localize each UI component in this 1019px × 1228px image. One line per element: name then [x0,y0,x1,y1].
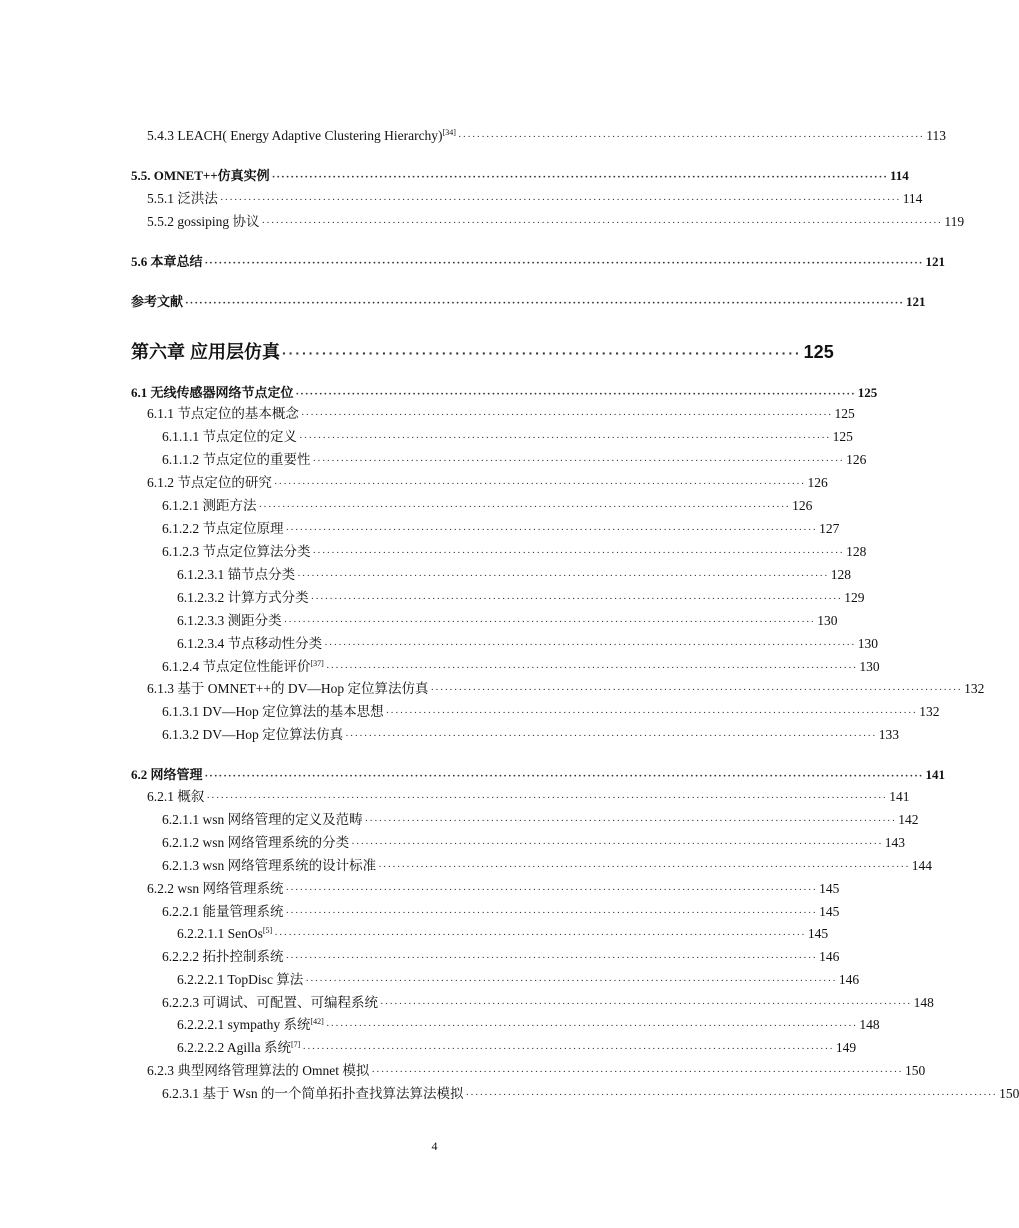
toc-entry[interactable]: 6.1.3.1 DV—Hop 定位算法的基本思想 ·················································································································· 132 [162,704,940,719]
toc-entry[interactable]: 6.2.2.3 可调试、可配置、可编程系统 ·················································································································· 148 [162,995,934,1010]
toc-entry-page: 129 [844,590,865,605]
toc-entry[interactable]: 6.1.1.2 节点定位的重要性 ·················································································································· 126 [162,452,867,467]
toc-entry[interactable]: 参考文献 ·························································································································································· 121 [131,294,926,309]
toc-entry[interactable]: 6.2.3 典型网络管理算法的 Omnet 模拟 ·················································································································· 150 [147,1063,926,1078]
toc-entry-page: 145 [807,926,829,941]
toc-entry-page: 150 [999,1086,1019,1101]
toc-entry-title: 6.2 网络管理 [131,767,203,782]
toc-entry[interactable]: 6.2.1.2 wsn 网络管理系统的分类 ·················································································································· 143 [162,835,905,850]
toc-entry-page: 145 [819,881,840,896]
toc-entry[interactable]: 5.5. OMNET++仿真实例 ···································································································································· 114 [131,168,909,183]
toc-entry-page: 145 [819,904,840,919]
toc-entry-page: 130 [859,659,880,674]
toc-entry-page: 125 [803,342,834,362]
toc-entry-page: 149 [835,1040,857,1055]
toc-entry[interactable]: 6.1 无线传感器网络节点定位 ························································································································ 125 [131,385,878,400]
toc-entry[interactable]: 6.1.2.4 节点定位性能评价[37] ·················································································································· 130 [162,659,880,674]
toc-entry-page: 130 [857,636,878,651]
toc-entry[interactable]: 6.1.2.3.1 锚节点分类 ·················································································································· 128 [177,567,851,582]
toc-entry-page: 121 [905,294,926,309]
toc-entry[interactable]: 6.2.1.1 wsn 网络管理的定义及范畴 ·················································································································· 142 [162,812,919,827]
toc-entry-page: 144 [911,858,932,873]
toc-entry-title: 5.5. OMNET++仿真实例 [131,168,270,183]
toc-entry-page: 114 [889,168,909,183]
toc-entry-title: 6.2.2 wsn 网络管理系统 [147,881,284,896]
toc-entry-title: 6.1.2.3.3 测距分类 [177,613,282,628]
toc-entry[interactable]: 6.1.1.1 节点定位的定义 ·················································································································· 125 [162,429,853,444]
toc-entry-page: 114 [902,191,923,206]
toc-entry-page: 125 [832,429,853,444]
toc-entry-page: 141 [925,767,945,782]
toc-entry[interactable]: 6.2.1 概叙 ·················································································································································· 141 [147,789,910,804]
toc-entry[interactable]: 6.1.3.2 DV—Hop 定位算法仿真 ·················································································································· 133 [162,727,899,742]
toc-entry-page: 125 [834,406,855,421]
toc-entry-title: 6.1.1.2 节点定位的重要性 [162,452,311,467]
toc-entry[interactable]: 6.2.2 wsn 网络管理系统 ·················································································································· 145 [147,881,840,896]
toc-entry-page: 126 [807,475,828,490]
toc-entry-title: 6.1.2.3.1 锚节点分类 [177,567,296,582]
toc-entry-title: 6.1.2.3.2 计算方式分类 [177,590,309,605]
toc-entry[interactable]: 6.2.2.2.1 TopDisc 算法 ·················································································································· 146 [177,972,860,987]
toc-entry[interactable]: 5.5.1 泛洪法 ·················································································································································· 114 [147,191,923,206]
toc-entry-title: 6.2.3 典型网络管理算法的 Omnet 模拟 [147,1063,370,1078]
toc-entry-title: 6.2.1.2 wsn 网络管理系统的分类 [162,835,350,850]
toc-entry-page: 127 [819,521,840,536]
toc-entry-title: 参考文献 [131,294,184,309]
page-number: 4 [431,1139,438,1153]
toc-entry-title: 6.2.2.1.1 SenOs[5] [177,926,273,941]
toc-entry-title: 6.1.2.1 测距方法 [162,498,257,513]
toc-entry-title: 6.1.2.4 节点定位性能评价[37] [162,659,324,674]
toc-entry[interactable]: 6.1.2 节点定位的研究 ·················································································································· 126 [147,475,828,490]
toc-entry-title: 6.1.2.3 节点定位算法分类 [162,544,311,559]
toc-entry-page: 133 [878,727,899,742]
toc-entry-title: 6.2.2.2 拓扑控制系统 [162,949,284,964]
toc-entry-title: 6.2.2.2.2 Agilla 系统[7] [177,1040,301,1055]
toc-entry-title: 6.1.2 节点定位的研究 [147,475,272,490]
toc-entry-title: 6.1.1.1 节点定位的定义 [162,429,297,444]
toc-entry-page: 126 [792,498,813,513]
toc-entry-title: 6.2.1.1 wsn 网络管理的定义及范畴 [162,812,363,827]
toc-entry[interactable]: 6.2.2.1.1 SenOs[5] ·················································································································· 145 [177,926,829,941]
toc-entry-title: 6.1.2.2 节点定位原理 [162,521,284,536]
toc-entry-title: 5.4.3 LEACH( Energy Adaptive Clustering Hierarchy)[34] [147,128,456,143]
toc-entry-title: 第六章 应用层仿真 [131,342,281,362]
toc-entry[interactable]: 6.1.2.3.3 测距分类 ·················································································································· 130 [177,613,838,628]
toc-entry[interactable]: 6.2.2.2.1 sympathy 系统[42] ·················································································································· 148 [177,1017,880,1032]
toc-entry-title: 6.2.2.2.1 TopDisc 算法 [177,972,304,987]
toc-entry[interactable]: 6.2.2.2.2 Agilla 系统[7] ·················································································································· 149 [177,1040,857,1055]
toc-entry[interactable]: 5.5.2 gossiping 协议 ·················································································································································· 119 [147,214,965,229]
toc-entry[interactable]: 6.2 网络管理 ·························································································································································· 141 [131,767,945,782]
toc-entry-page: 126 [846,452,867,467]
toc-entry[interactable]: 5.4.3 LEACH( Energy Adaptive Clustering Hierarchy)[34] ···································································································· 113 [147,128,946,143]
toc-entry-page: 142 [898,812,919,827]
toc-entry[interactable]: 6.1.2.2 节点定位原理 ·················································································································· 127 [162,521,840,536]
toc-entry-title: 5.5.1 泛洪法 [147,191,218,206]
toc-entry[interactable]: 6.1.2.3.4 节点移动性分类 ·················································································································· 130 [177,636,878,651]
toc-entry[interactable]: 6.1.3 基于 OMNET++的 DV—Hop 定位算法仿真 ·················································································································· 132 [147,681,985,696]
toc-entry[interactable]: 6.1.2.1 测距方法 ·················································································································· 126 [162,498,813,513]
toc-entry-title: 6.2.2.3 可调试、可配置、可编程系统 [162,995,378,1010]
toc-entry-page: 132 [964,681,985,696]
toc-entry-title: 6.1.3 基于 OMNET++的 DV—Hop 定位算法仿真 [147,681,429,696]
toc-entry-page: 143 [884,835,905,850]
toc-entry-page: 148 [913,995,934,1010]
toc-entry[interactable]: 5.6 本章总结 ·························································································································································· 121 [131,254,945,269]
toc-entry-page: 119 [944,214,965,229]
toc-entry[interactable]: 6.2.1.3 wsn 网络管理系统的设计标准 ·················································································································· 144 [162,858,932,873]
toc-chapter-entry[interactable]: 第六章 应用层仿真 ·············································································· 125 [131,342,834,362]
toc-entry-title: 5.5.2 gossiping 协议 [147,214,260,229]
toc-entry[interactable]: 6.2.2.2 拓扑控制系统 ·················································································································· 146 [162,949,840,964]
toc-entry-page: 146 [838,972,860,987]
toc-entry-title: 6.1 无线传感器网络节点定位 [131,385,294,400]
toc-entry-title: 6.1.3.2 DV—Hop 定位算法仿真 [162,727,344,742]
toc-entry-title: 6.1.2.3.4 节点移动性分类 [177,636,323,651]
toc-entry-title: 5.6 本章总结 [131,254,203,269]
toc-entry[interactable]: 6.2.3.1 基于 Wsn 的一个简单拓扑查找算法算法模拟 ·················································································································· 150 [162,1086,1019,1101]
toc-entry[interactable]: 6.1.2.3 节点定位算法分类 ·················································································································· 128 [162,544,867,559]
toc-entry-page: 132 [919,704,940,719]
toc-entry[interactable]: 6.2.2.1 能量管理系统 ·················································································································· 145 [162,904,840,919]
toc-entry-page: 146 [819,949,840,964]
toc-entry[interactable]: 6.1.2.3.2 计算方式分类 ·················································································································· 129 [177,590,865,605]
toc-entry-page: 150 [904,1063,926,1078]
toc-entry-title: 6.2.1 概叙 [147,789,205,804]
toc-entry-title: 6.2.3.1 基于 Wsn 的一个简单拓扑查找算法算法模拟 [162,1086,464,1101]
toc-entry-title: 6.2.1.3 wsn 网络管理系统的设计标准 [162,858,377,873]
toc-entry-page: 130 [817,613,838,628]
toc-entry[interactable]: 6.1.1 节点定位的基本概念 ·················································································································· 125 [147,406,855,421]
toc-entry-title: 6.2.2.2.1 sympathy 系统[42] [177,1017,324,1032]
toc-entry-title: 6.2.2.1 能量管理系统 [162,904,284,919]
toc-entry-page: 121 [925,254,945,269]
toc-entry-page: 128 [846,544,867,559]
toc-entry-page: 125 [857,385,878,400]
toc-entry-title: 6.1.1 节点定位的基本概念 [147,406,299,421]
toc-entry-page: 113 [926,128,946,143]
toc-entry-page: 141 [889,789,910,804]
toc-entry-title: 6.1.3.1 DV—Hop 定位算法的基本思想 [162,704,384,719]
toc-entry-page: 128 [830,567,851,582]
toc-entry-page: 148 [859,1017,880,1032]
